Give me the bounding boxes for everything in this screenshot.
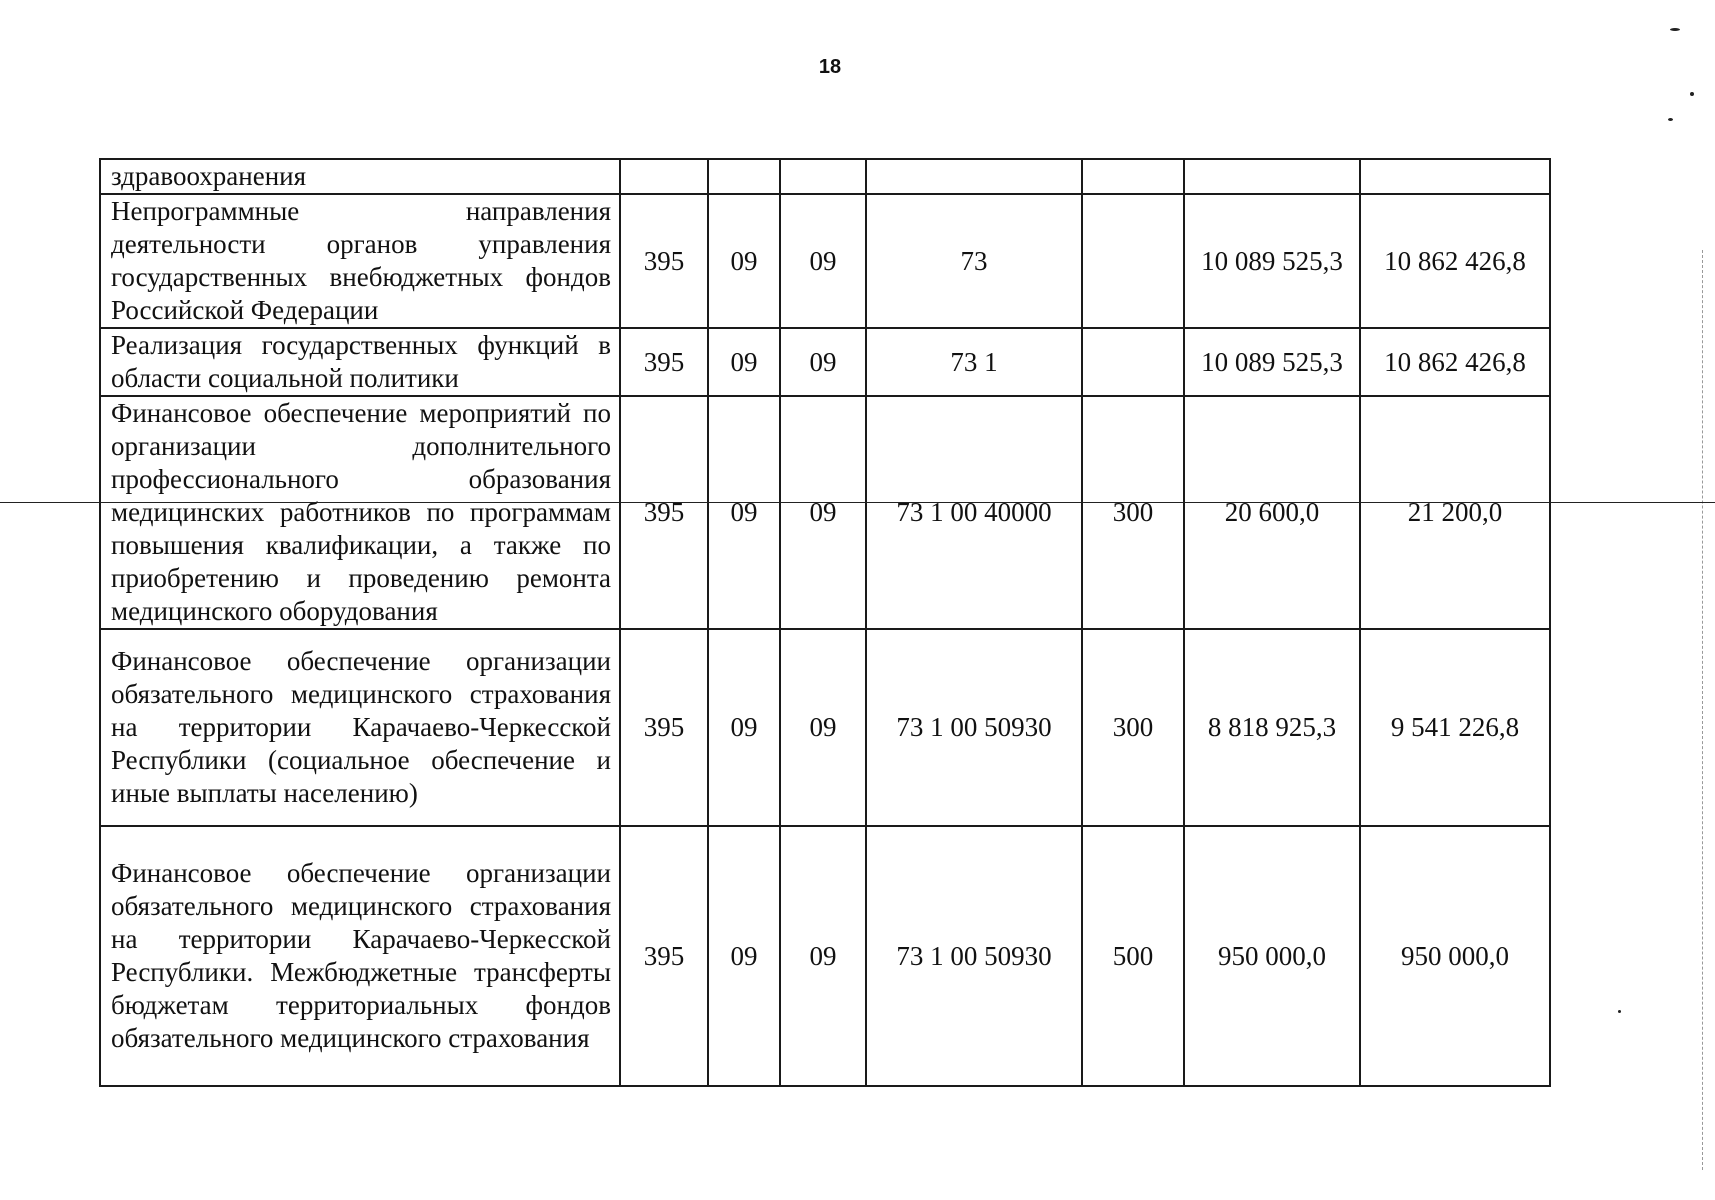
row-grbs <box>620 159 708 194</box>
row-sum-year2: 950 000,0 <box>1360 826 1550 1086</box>
budget-table <box>99 158 1551 1087</box>
row-target-article: 73 1 00 40000 <box>866 396 1082 629</box>
row-expense-type <box>1082 194 1184 328</box>
table-row <box>100 396 1550 629</box>
row-target-article <box>866 159 1082 194</box>
row-name: Финансовое обеспечение организации обязательного медицинского страхования на территории Карачаево-Черкесской Республики. Межбюджетные трансферты бюджетам территориальных фондов обязательного медицинского страхования <box>100 826 620 1086</box>
table-row <box>100 328 1550 396</box>
row-sum-year1: 10 089 525,3 <box>1184 194 1360 328</box>
row-section: 09 <box>708 629 780 826</box>
row-sum-year2: 10 862 426,8 <box>1360 194 1550 328</box>
scan-speck <box>1668 118 1673 121</box>
row-name: здравоохранения <box>100 159 620 194</box>
row-sum-year1: 20 600,0 <box>1184 396 1360 629</box>
table-row <box>100 194 1550 328</box>
row-grbs: 395 <box>620 826 708 1086</box>
row-grbs: 395 <box>620 396 708 629</box>
row-expense-type <box>1082 328 1184 396</box>
row-target-article: 73 1 00 50930 <box>866 826 1082 1086</box>
row-expense-type <box>1082 159 1184 194</box>
scan-speck <box>1670 28 1680 31</box>
table-row <box>100 629 1550 826</box>
scan-speck <box>1618 1010 1621 1013</box>
row-section: 09 <box>708 396 780 629</box>
row-sum-year2: 21 200,0 <box>1360 396 1550 629</box>
row-sum-year2: 9 541 226,8 <box>1360 629 1550 826</box>
row-subsection: 09 <box>780 194 866 328</box>
scan-artifact-horizontal-line <box>0 502 1715 503</box>
row-sum-year2: 10 862 426,8 <box>1360 328 1550 396</box>
row-grbs: 395 <box>620 629 708 826</box>
scan-speck <box>1690 92 1694 96</box>
row-section <box>708 159 780 194</box>
row-subsection: 09 <box>780 629 866 826</box>
row-expense-type: 500 <box>1082 826 1184 1086</box>
page-number: 18 <box>818 56 842 78</box>
row-subsection <box>780 159 866 194</box>
row-expense-type: 300 <box>1082 396 1184 629</box>
row-target-article: 73 1 <box>866 328 1082 396</box>
row-subsection: 09 <box>780 396 866 629</box>
row-target-article: 73 <box>866 194 1082 328</box>
row-sum-year2 <box>1360 159 1550 194</box>
row-expense-type: 300 <box>1082 629 1184 826</box>
row-subsection: 09 <box>780 328 866 396</box>
table-row <box>100 826 1550 1086</box>
scan-artifact-dashed-line <box>1702 250 1703 1170</box>
row-section: 09 <box>708 328 780 396</box>
row-section: 09 <box>708 194 780 328</box>
row-sum-year1: 8 818 925,3 <box>1184 629 1360 826</box>
row-target-article: 73 1 00 50930 <box>866 629 1082 826</box>
row-section: 09 <box>708 826 780 1086</box>
row-grbs: 395 <box>620 194 708 328</box>
row-sum-year1: 950 000,0 <box>1184 826 1360 1086</box>
row-name: Реализация государственных функций в области социальной политики <box>100 328 620 396</box>
row-name: Непрограммные направления деятельности органов управления государственных внебюджетных фондов Российской Федерации <box>100 194 620 328</box>
row-name: Финансовое обеспечение мероприятий по организации дополнительного профессионального образования медицинских работников по программам повышения квалификации, а также по приобретению и проведению ремонта медицинского оборудования <box>100 396 620 629</box>
row-sum-year1 <box>1184 159 1360 194</box>
row-sum-year1: 10 089 525,3 <box>1184 328 1360 396</box>
row-subsection: 09 <box>780 826 866 1086</box>
row-grbs: 395 <box>620 328 708 396</box>
table-row <box>100 159 1550 194</box>
row-name: Финансовое обеспечение организации обязательного медицинского страхования на территории Карачаево-Черкесской Республики (социальное обеспечение и иные выплаты населению) <box>100 629 620 826</box>
